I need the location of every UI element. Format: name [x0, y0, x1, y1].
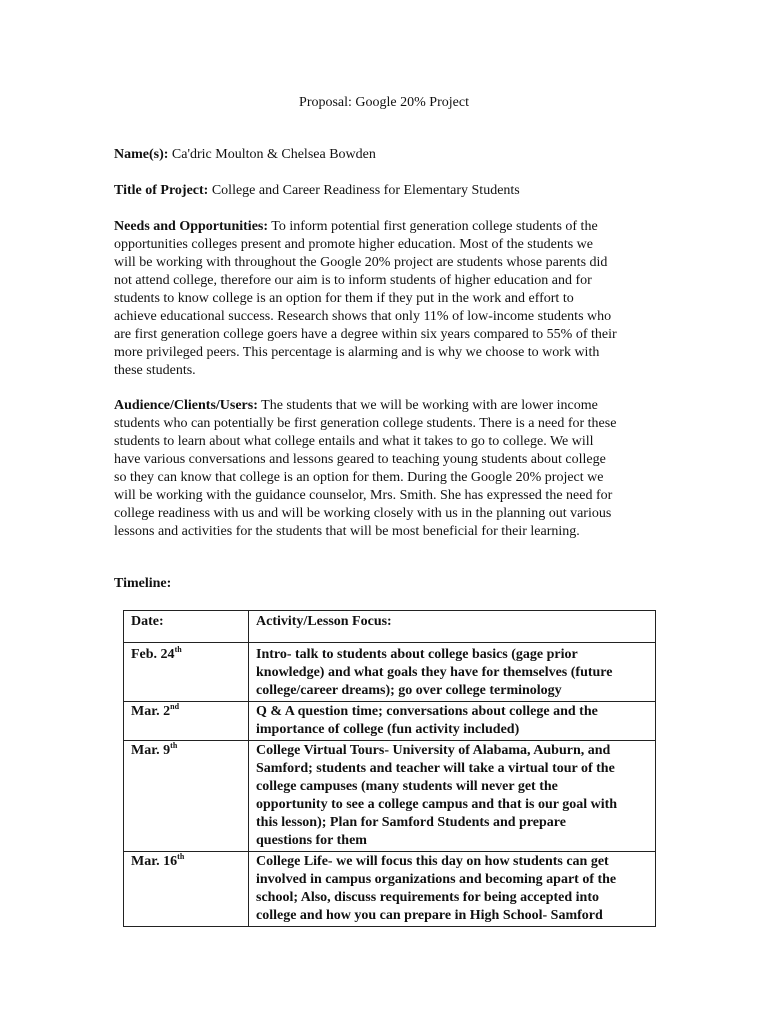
needs-line: students to know college is an option for them if they put in the work and effort to	[114, 291, 574, 306]
audience-line: students to learn about what college entails and what it takes to go to college. We will	[114, 434, 594, 449]
table-row	[124, 702, 656, 741]
row-focus: College Virtual Tours- University of Alabama, Auburn, and Samford; students and teacher will take a virtual tour of the college campuses (many students will never get the opportunity to see a college campus and that is our goal with this lesson); Plan for Samford Students and prepare questions for them	[249, 741, 656, 852]
needs-label: Needs and Opportunities:	[114, 219, 269, 234]
audience-paragraph	[114, 397, 662, 541]
names-label: Name(s):	[114, 147, 169, 162]
row-date: Mar. 9th	[124, 741, 249, 852]
needs-line: will be working with throughout the Google 20% project are students whose parents did	[114, 255, 608, 270]
needs-line: these students.	[114, 363, 196, 378]
row-focus: Q & A question time; conversations about college and the importance of college (fun activity included)	[249, 702, 656, 741]
date-header: Date:	[124, 611, 249, 643]
timeline-table	[123, 610, 656, 927]
row-focus: Intro- talk to students about college basics (gage prior knowledge) and what goals they have for themselves (future college/career dreams); go over college terminology	[249, 643, 656, 702]
names-field	[114, 146, 376, 164]
names-value: Ca'dric Moulton & Chelsea Bowden	[171, 147, 376, 162]
focus-header: Activity/Lesson Focus:	[249, 611, 656, 643]
row-date: Feb. 24th	[124, 643, 249, 702]
row-date: Mar. 2nd	[124, 702, 249, 741]
audience-line: The students that we will be working with are lower income	[261, 398, 598, 413]
table-row	[124, 852, 656, 927]
project-title-field	[114, 182, 520, 200]
needs-line: To inform potential first generation college students of the	[271, 219, 598, 234]
table-header-row	[124, 611, 656, 643]
needs-line: more privileged peers. This percentage is alarming and is why we choose to work with	[114, 345, 600, 360]
table-row	[124, 643, 656, 702]
needs-paragraph	[114, 218, 662, 380]
audience-line: have various conversations and lessons geared to teaching young students about college	[114, 452, 606, 467]
needs-line: achieve educational success. Research shows that only 11% of low-income students who	[114, 309, 612, 324]
audience-line: students who can potentially be first generation college students. There is a need for these	[114, 416, 617, 431]
document-title: Proposal: Google 20% Project	[299, 95, 469, 110]
audience-line: will be working with the guidance counselor, Mrs. Smith. She has expressed the need for	[114, 488, 613, 503]
needs-line: not attend college, therefore our aim is to inform students of higher education and for	[114, 273, 592, 288]
table-row	[124, 741, 656, 852]
audience-line: so they can know that college is an option for them. During the Google 20% project we	[114, 470, 604, 485]
audience-line: lessons and activities for the students that will be most beneficial for their learning.	[114, 524, 580, 539]
project-title-value: College and Career Readiness for Elementary Students	[211, 183, 520, 198]
timeline-label: Timeline:	[114, 576, 172, 591]
audience-label: Audience/Clients/Users:	[114, 398, 258, 413]
audience-line: college readiness with us and will be working closely with us in the planning out various	[114, 506, 612, 521]
project-title-label: Title of Project:	[114, 183, 209, 198]
row-date: Mar. 16th	[124, 852, 249, 927]
needs-line: are first generation college goers have a degree within six years compared to 55% of their	[114, 327, 617, 342]
row-focus: College Life- we will focus this day on how students can get involved in campus organizations and becoming apart of the school; Also, discuss requirements for being accepted into college and how you can prepare in High School- Samford	[249, 852, 656, 927]
needs-line: opportunities colleges present and promote higher education. Most of the students we	[114, 237, 594, 252]
